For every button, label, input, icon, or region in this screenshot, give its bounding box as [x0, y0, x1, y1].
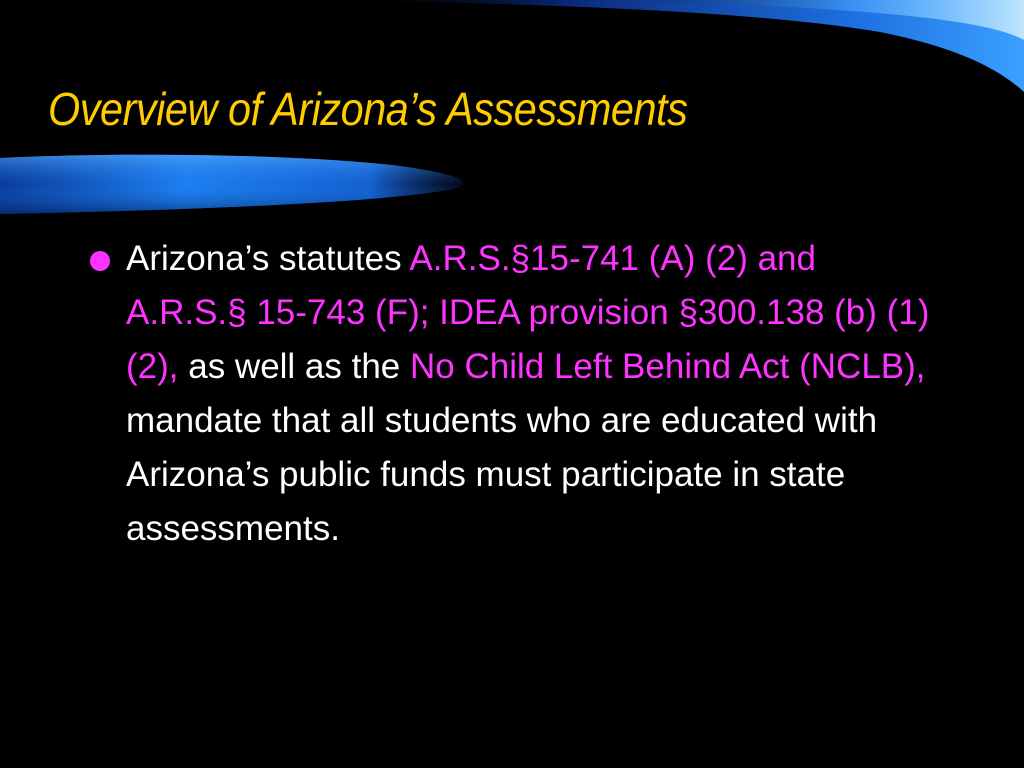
text-segment: mandate that all students who are educated with Arizona’s public funds must participate in state assessments.	[126, 401, 878, 548]
highlighted-text-segment: No Child Left Behind Act (NCLB),	[410, 347, 926, 386]
highlighted-text-segment: A.R.S.§15-741 (A) (2) and A.R.S.§ 15-743 (F); IDEA provision §300.138 (b) (1) (2),	[126, 239, 930, 386]
slide-title: Overview of Arizona’s Assessments	[48, 83, 688, 135]
title-underline-swoosh	[0, 148, 470, 218]
slide-body	[90, 232, 940, 556]
bullet-dot-icon	[90, 251, 110, 271]
bullet-item	[90, 232, 940, 556]
text-segment: as well as the	[178, 347, 410, 386]
bullet-text	[126, 232, 940, 556]
text-segment: Arizona’s statutes	[126, 239, 410, 278]
